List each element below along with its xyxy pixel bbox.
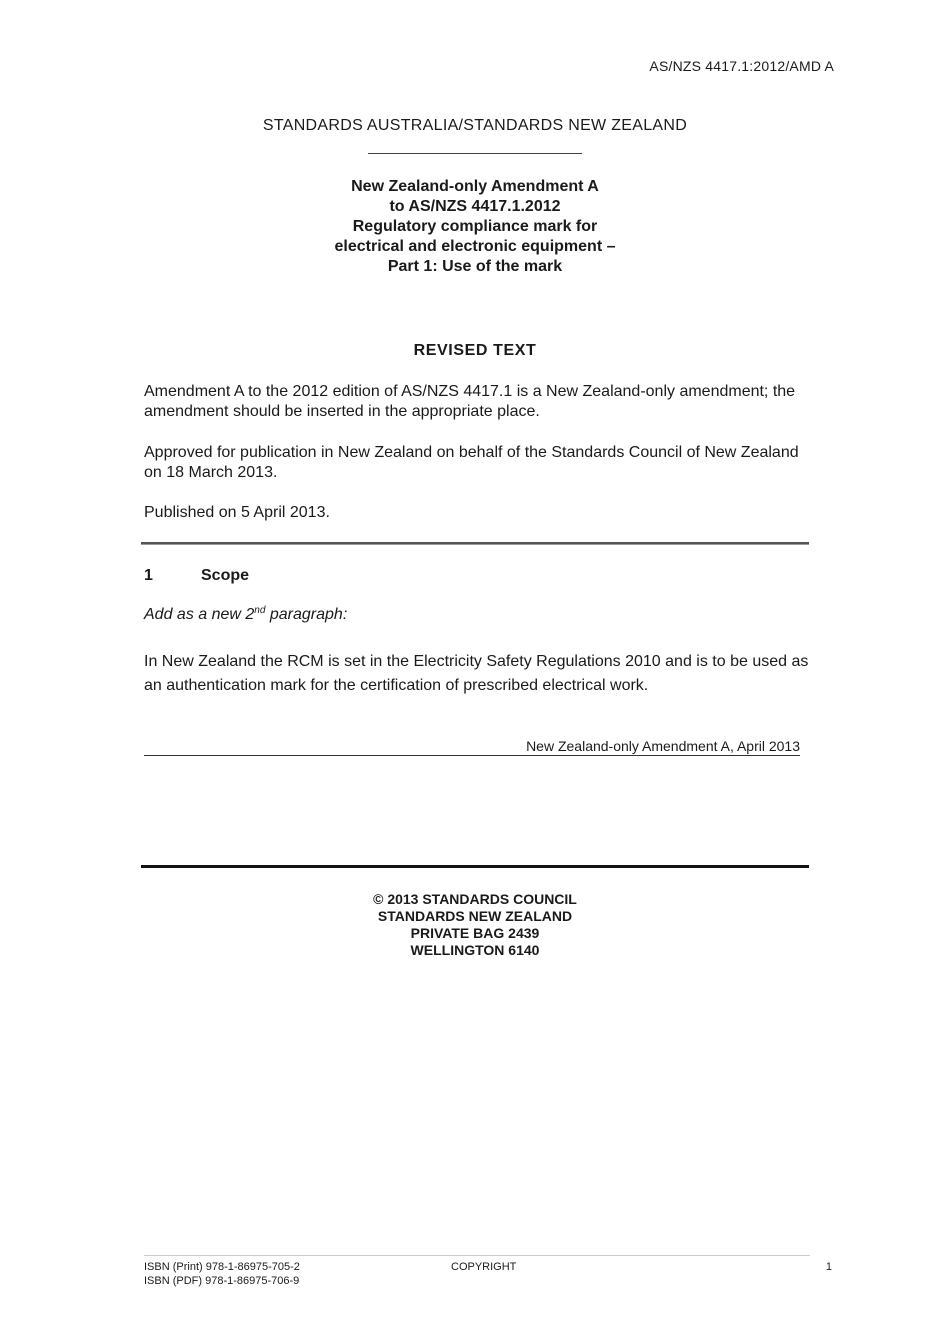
page-number: 1 bbox=[825, 1261, 832, 1273]
footer-copyright-label: COPYRIGHT bbox=[451, 1261, 517, 1273]
isbn-pdf: ISBN (PDF) 978-1-86975-706-9 bbox=[144, 1275, 300, 1287]
instruction-superscript: nd bbox=[254, 605, 266, 616]
copyright-line: WELLINGTON 6140 bbox=[410, 942, 540, 958]
intro-paragraph-published: Published on 5 April 2013. bbox=[144, 504, 330, 521]
instruction-prefix: Add as a new 2 bbox=[144, 606, 255, 623]
document-title bbox=[0, 177, 950, 277]
section-title: Scope bbox=[201, 567, 250, 584]
copyright-line: PRIVATE BAG 2439 bbox=[410, 925, 540, 941]
section-divider bbox=[141, 542, 809, 545]
title-line: New Zealand-only Amendment A bbox=[351, 178, 599, 195]
section-number: 1 bbox=[144, 567, 153, 584]
copyright-block bbox=[0, 891, 950, 959]
title-line: electrical and electronic equipment – bbox=[334, 238, 616, 255]
intro-paragraph-approval: Approved for publication in New Zealand on behalf of the Standards Council of New Zealand on 18 March 2013. bbox=[144, 444, 799, 481]
intro-paragraph-amendment: Amendment A to the 2012 edition of AS/NZS 4417.1 is a New Zealand-only amendment; the amendment should be inserted in the appropriate place. bbox=[144, 383, 796, 420]
footer-isbn bbox=[144, 1260, 300, 1288]
copyright-line: © 2013 STANDARDS COUNCIL bbox=[373, 891, 577, 907]
scope-body-paragraph: In New Zealand the RCM is set in the Electricity Safety Regulations 2010 and is to be used as an authentication mark for the certification of prescribed electrical work. bbox=[144, 653, 809, 694]
title-line: to AS/NZS 4417.1.2012 bbox=[389, 198, 561, 215]
amendment-note: New Zealand-only Amendment A, April 2013 bbox=[526, 738, 800, 754]
document-id: AS/NZS 4417.1:2012/AMD A bbox=[649, 58, 834, 74]
revised-text-heading: REVISED TEXT bbox=[413, 342, 537, 359]
amendment-instruction bbox=[144, 606, 347, 624]
title-line: Regulatory compliance mark for bbox=[352, 218, 598, 235]
bottom-divider bbox=[141, 865, 809, 868]
isbn-print: ISBN (Print) 978-1-86975-705-2 bbox=[144, 1261, 300, 1273]
instruction-suffix: paragraph: bbox=[265, 606, 348, 623]
footer-divider bbox=[144, 1255, 810, 1256]
organization-underline bbox=[368, 153, 582, 154]
copyright-line: STANDARDS NEW ZEALAND bbox=[377, 908, 573, 924]
title-line: Part 1: Use of the mark bbox=[387, 258, 563, 275]
organization-heading: STANDARDS AUSTRALIA/STANDARDS NEW ZEALAND bbox=[262, 117, 688, 134]
amendment-note-line bbox=[144, 738, 800, 756]
